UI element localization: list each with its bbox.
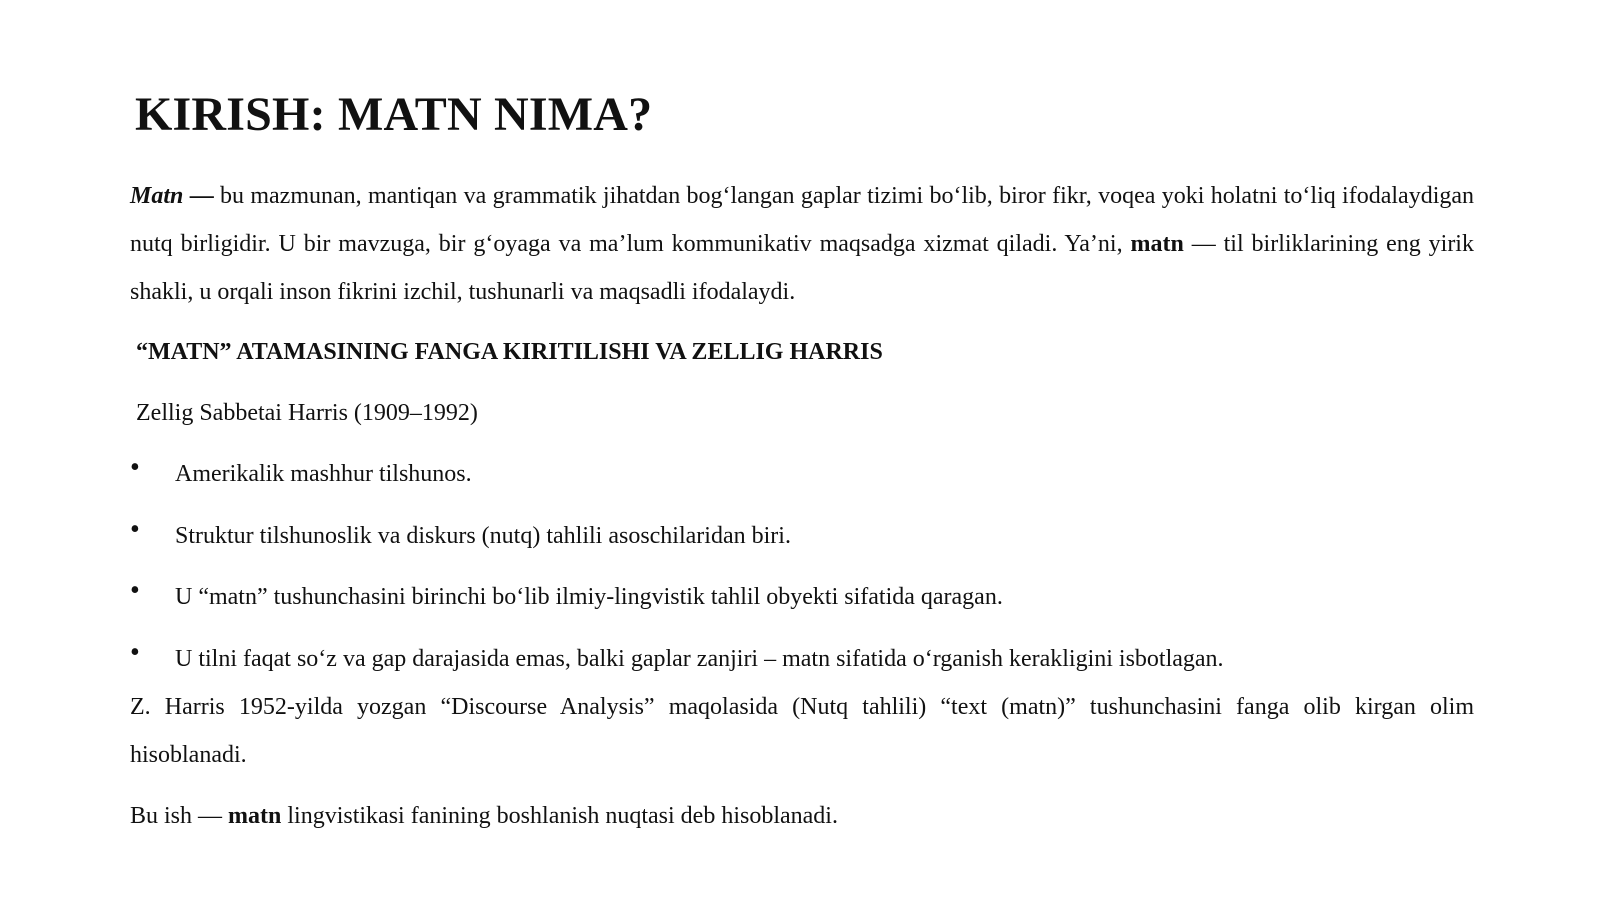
list-item: [130, 450, 1474, 512]
intro-term-2: matn: [1130, 231, 1184, 257]
intro-text-1: bu mazmunan, mantiqan va grammatik jihatdan bog‘langan gaplar tizimi bo‘lib, biror fikr, voqea yoki holatni to‘liq ifodalaydigan nutq birligidir. U bir mavzuga, bir g‘oyaga va ma’lum kommunikativ maqsadga xizmat qiladi. Ya’ni,: [130, 183, 1475, 257]
list-item: [130, 512, 1474, 574]
list-item-text: Amerikalik mashhur tilshunos.: [175, 461, 472, 487]
closing-text-before: Bu ish —: [130, 803, 229, 829]
bullet-icon: •: [130, 636, 140, 668]
intro-paragraph: [130, 172, 1474, 316]
slide-title: KIRISH: MATN NIMA?: [135, 88, 653, 141]
list-item: [130, 573, 1474, 635]
bullet-icon: •: [130, 513, 140, 545]
harris-paragraph: Z. Harris 1952-yilda yozgan “Discourse Analysis” maqolasida (Nutq tahlili) “text (matn)” tushunchasini fanga olib kirgan olim hisoblanadi.: [130, 694, 1474, 768]
closing-paragraph: [130, 792, 1474, 840]
bullet-list: [130, 450, 1474, 696]
intro-dash: —: [183, 183, 214, 209]
closing-text-after: lingvistikasi fanining boshlanish nuqtasi deb hisoblanadi.: [281, 803, 838, 829]
section-heading: “MATN” ATAMASINING FANGA KIRITILISHI VA ZELLIG HARRIS: [136, 339, 883, 365]
list-item-text: Struktur tilshunoslik va diskurs (nutq) tahlili asoschilaridan biri.: [175, 522, 791, 549]
list-item-text: U tilni faqat so‘z va gap darajasida emas, balki gaplar zanjiri – matn sifatida o‘rganish kerakligini isbotlagan.: [175, 645, 1224, 672]
bullet-icon: •: [130, 452, 140, 483]
intro-term: Matn: [130, 183, 184, 209]
intro-text-2: — til birliklarining eng yirik shakli, u orqali inson fikrini izchil, tushunarli va maqsadli ifodalaydi.: [130, 231, 1474, 305]
closing-term: matn: [228, 803, 282, 829]
list-item-text: U “matn” tushunchasini birinchi bo‘lib ilmiy-lingvistik tahlil obyekti sifatida qaragan.: [175, 584, 1003, 610]
bullet-icon: •: [130, 575, 140, 606]
person-subtitle: Zellig Sabbetai Harris (1909–1992): [136, 400, 478, 426]
